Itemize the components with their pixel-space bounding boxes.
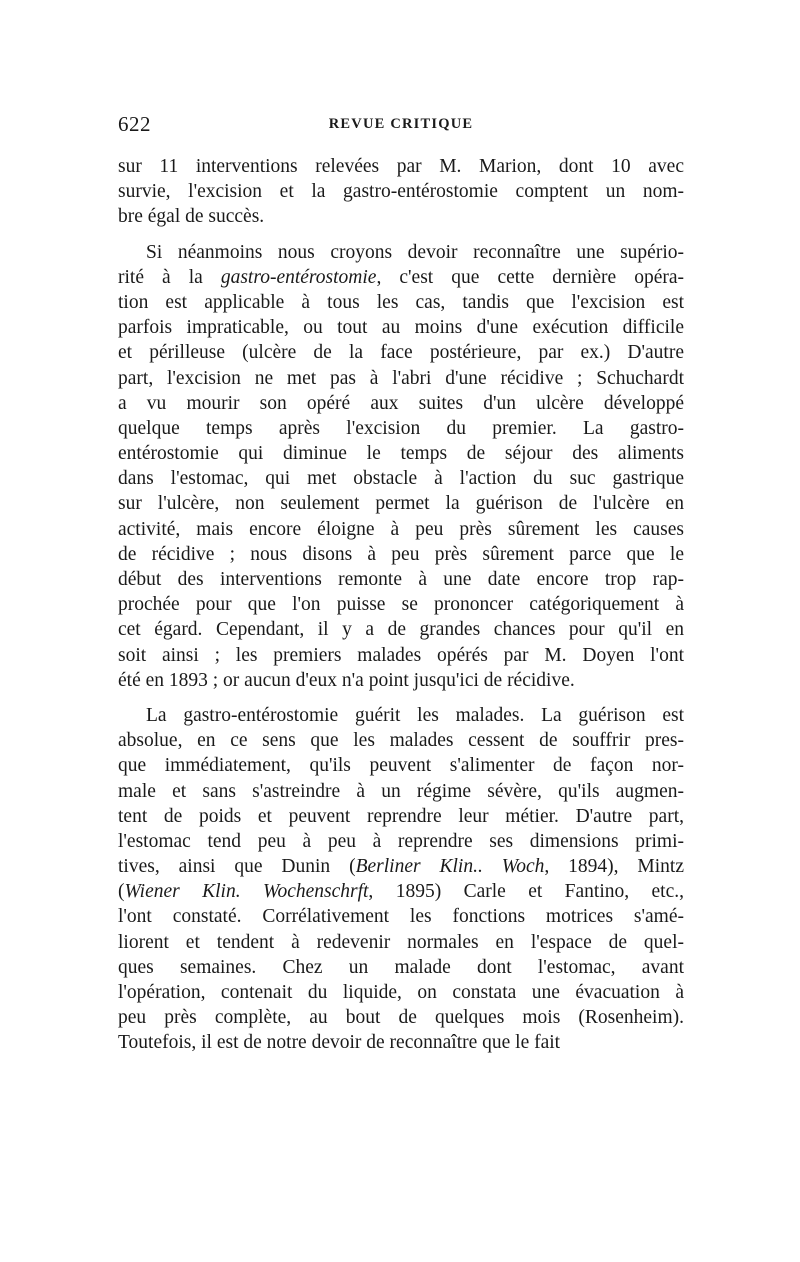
text-run: , c'est que cette dernière opéra-	[376, 266, 685, 288]
text-line	[118, 829, 684, 854]
text-line	[118, 517, 684, 542]
paragraph-gap	[118, 230, 684, 240]
text-run: entérostomie qui diminue le temps de séjour des aliments	[118, 443, 684, 465]
text-run: début des interventions remonte à une date encore trop rap-	[118, 569, 684, 590]
text-line	[118, 1005, 684, 1030]
text-run: bre égal de succès.	[118, 206, 265, 228]
text-run: soit ainsi ; les premiers malades opérés par M. Doyen l'ont	[118, 644, 684, 666]
text-line	[118, 340, 684, 365]
text-line	[118, 804, 684, 829]
running-title: REVUE CRITIQUE	[328, 116, 474, 132]
text-run: Si néanmoins nous croyons devoir reconnaître une supério-	[146, 241, 684, 263]
text-run: quelque temps après l'excision du premier. La gastro-	[118, 417, 684, 439]
italic-text: Wiener Klin. Wochenschrft	[124, 881, 369, 903]
text-run: cet égard. Cependant, il y a de grandes chances pour qu'il en	[118, 619, 684, 641]
text-line	[118, 1030, 684, 1055]
text-line	[118, 366, 684, 391]
text-line	[118, 980, 684, 1005]
text-run: été en 1893 ; or aucun d'eux n'a point jusqu'ici de récidive.	[118, 669, 575, 691]
book-page	[118, 112, 684, 1056]
text-run: , 1895) Carle et Fantino, etc.,	[368, 881, 684, 903]
text-run: part, l'excision ne met pas à l'abri d'une récidive ; Schuchardt	[118, 367, 684, 389]
text-run: l'opération, contenait du liquide, on constata une évacuation à	[118, 982, 684, 1003]
paragraph-gap	[118, 693, 684, 703]
italic-text: Berliner Klin.. Woch	[355, 856, 545, 878]
text-line	[118, 204, 684, 229]
paragraph	[118, 240, 684, 693]
text-line	[118, 753, 684, 778]
text-line	[118, 879, 684, 904]
text-line	[118, 542, 684, 567]
text-line	[118, 592, 684, 617]
text-line	[118, 416, 684, 441]
text-run: tives, ainsi que Dunin (	[118, 856, 356, 878]
text-line	[118, 703, 684, 728]
paragraph	[118, 154, 684, 230]
text-run: l'ont constaté. Corrélativement les fonctions motrices s'amé-	[118, 906, 684, 928]
text-run: La gastro-entérostomie guérit les malades. La guérison est	[146, 704, 684, 726]
text-run: peu près complète, au bout de quelques mois (Rosenheim).	[118, 1007, 684, 1029]
italic-text: gastro-entérostomie	[220, 266, 377, 288]
text-run: a vu mourir son opéré aux suites d'un ulcère développé	[118, 392, 684, 414]
paragraph	[118, 703, 684, 1056]
text-run: male et sans s'astreindre à un régime sévère, qu'ils augmen-	[118, 780, 684, 802]
text-line	[118, 265, 684, 290]
text-run: parfois impraticable, ou tout au moins d'une exécution difficile	[118, 317, 684, 339]
text-line	[118, 290, 684, 315]
text-line	[118, 315, 684, 340]
text-run: prochée pour que l'on puisse se prononcer catégoriquement à	[118, 594, 684, 616]
text-run: tion est applicable à tous les cas, tandis que l'excision est	[118, 291, 684, 313]
text-line	[118, 668, 684, 693]
text-run: l'estomac tend peu à peu à reprendre ses dimensions primi-	[118, 830, 684, 852]
text-line	[118, 567, 684, 592]
running-head	[118, 112, 684, 146]
text-run: absolue, en ce sens que les malades cessent de souffrir pres-	[118, 730, 684, 752]
text-line	[118, 441, 684, 466]
text-line	[118, 779, 684, 804]
text-run: liorent et tendent à redevenir normales en l'espace de quel-	[118, 931, 684, 953]
text-run: , 1894), Mintz	[544, 856, 685, 878]
text-line	[118, 466, 684, 491]
text-line	[118, 643, 684, 668]
text-run: et périlleuse (ulcère de la face postérieure, par ex.) D'autre	[118, 342, 684, 364]
text-run: (	[118, 881, 125, 903]
text-line	[118, 617, 684, 642]
text-run: que immédiatement, qu'ils peuvent s'alimenter de façon nor-	[118, 755, 684, 777]
text-run: sur l'ulcère, non seulement permet la guérison de l'ulcère en	[118, 493, 684, 515]
text-line	[118, 955, 684, 980]
text-line	[118, 154, 684, 179]
page-number: 622	[118, 112, 151, 136]
text-run: activité, mais encore éloigne à peu près sûrement les causes	[118, 518, 684, 540]
text-run: tent de poids et peuvent reprendre leur métier. D'autre part,	[118, 805, 684, 827]
text-line	[118, 904, 684, 929]
text-run: de récidive ; nous disons à peu près sûrement parce que le	[118, 543, 684, 565]
text-line	[118, 391, 684, 416]
text-run: ques semaines. Chez un malade dont l'estomac, avant	[118, 956, 684, 978]
text-line	[118, 491, 684, 516]
text-run: rité à la	[118, 266, 221, 288]
text-run: dans l'estomac, qui met obstacle à l'action du suc gastrique	[118, 468, 684, 490]
text-line	[118, 179, 684, 204]
text-run: Toutefois, il est de notre devoir de reconnaître que le fait	[118, 1032, 561, 1054]
text-line	[118, 930, 684, 955]
text-run: sur 11 interventions relevées par M. Marion, dont 10 avec	[118, 156, 684, 177]
text-run: survie, l'excision et la gastro-entérostomie comptent un nom-	[118, 181, 684, 203]
body-text	[118, 154, 684, 1056]
text-line	[118, 854, 684, 879]
text-line	[118, 240, 684, 265]
text-line	[118, 728, 684, 753]
